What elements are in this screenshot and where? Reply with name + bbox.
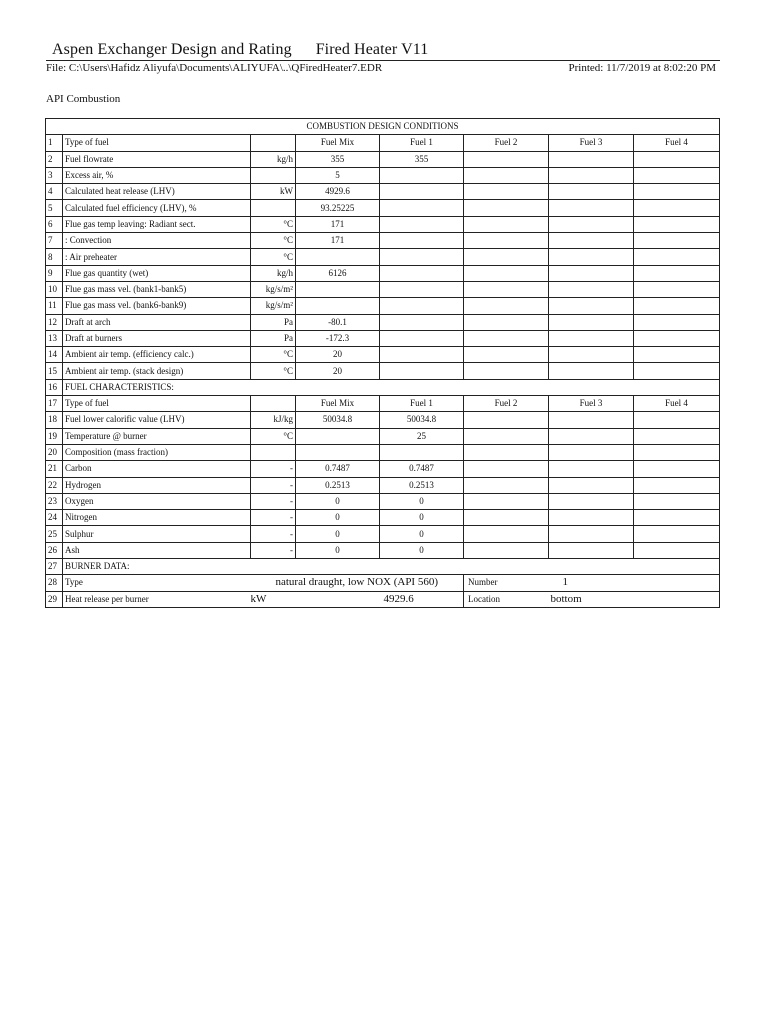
row-unit: Pa <box>251 330 296 346</box>
header-rule <box>46 60 720 61</box>
cell-f4 <box>634 265 720 281</box>
cell-f3 <box>549 444 634 460</box>
row-label: Flue gas quantity (wet) <box>63 265 251 281</box>
cell-f1: 0.2513 <box>380 477 464 493</box>
cell-f1: Fuel 1 <box>380 396 464 412</box>
row-number: 6 <box>46 216 63 232</box>
cell-f4 <box>634 461 720 477</box>
row-unit: - <box>251 542 296 558</box>
cell-f4 <box>634 200 720 216</box>
cell-mix: Fuel Mix <box>296 396 380 412</box>
cell-f3 <box>549 298 634 314</box>
cell-mix <box>296 298 380 314</box>
cell-mix <box>296 444 380 460</box>
burner-type-row <box>46 575 720 591</box>
cell-f1 <box>380 200 464 216</box>
cell-f4 <box>634 281 720 297</box>
section-row <box>46 559 720 575</box>
row-label: Ambient air temp. (efficiency calc.) <box>63 347 251 363</box>
cell-f3 <box>549 265 634 281</box>
row-unit: kg/h <box>251 265 296 281</box>
row-number: 22 <box>46 477 63 493</box>
cell-f2 <box>464 249 549 265</box>
row-number: 3 <box>46 167 63 183</box>
row-label: Flue gas temp leaving: Radiant sect. <box>63 216 251 232</box>
cell-f4 <box>634 477 720 493</box>
table-row <box>46 477 720 493</box>
row-label: Composition (mass fraction) <box>63 444 251 460</box>
row-label: Sulphur <box>63 526 251 542</box>
cell-mix: 4929.6 <box>296 184 380 200</box>
table-row <box>46 151 720 167</box>
row-number: 5 <box>46 200 63 216</box>
row-unit: kJ/kg <box>251 412 296 428</box>
table-row <box>46 428 720 444</box>
row-label: Calculated heat release (LHV) <box>63 184 251 200</box>
row-label: Flue gas mass vel. (bank6-bank9) <box>63 298 251 314</box>
row-label: Nitrogen <box>63 510 251 526</box>
table-row <box>46 461 720 477</box>
cell-f2 <box>464 526 549 542</box>
cell-f3 <box>549 216 634 232</box>
table-row <box>46 510 720 526</box>
combustion-table <box>45 118 720 608</box>
cell-f4 <box>634 167 720 183</box>
table-row <box>46 444 720 460</box>
cell-mix: 0 <box>296 526 380 542</box>
cell-f1 <box>380 184 464 200</box>
table-row <box>46 249 720 265</box>
row-label: Excess air, % <box>63 167 251 183</box>
table-row <box>46 135 720 151</box>
burner-type-label: Type <box>63 575 251 591</box>
table-row <box>46 526 720 542</box>
row-number: 25 <box>46 526 63 542</box>
cell-f3 <box>549 428 634 444</box>
cell-mix: 355 <box>296 151 380 167</box>
row-number: 4 <box>46 184 63 200</box>
report-title <box>52 41 428 59</box>
cell-f2 <box>464 200 549 216</box>
cell-f2 <box>464 510 549 526</box>
cell-f1 <box>380 249 464 265</box>
cell-f1 <box>380 330 464 346</box>
cell-f2 <box>464 412 549 428</box>
cell-f3 <box>549 477 634 493</box>
cell-f3 <box>549 249 634 265</box>
cell-f2 <box>464 184 549 200</box>
row-number: 27 <box>46 559 63 575</box>
cell-f3: Fuel 3 <box>549 396 634 412</box>
row-unit: kg/s/m² <box>251 298 296 314</box>
cell-f3 <box>549 510 634 526</box>
cell-f1 <box>380 314 464 330</box>
burner-heat-value: 4929.6 <box>380 591 464 607</box>
cell-f1 <box>380 444 464 460</box>
cell-mix: 171 <box>296 216 380 232</box>
cell-f3 <box>549 330 634 346</box>
cell-f1: 25 <box>380 428 464 444</box>
row-unit <box>251 444 296 460</box>
cell-f4 <box>634 151 720 167</box>
row-label: Hydrogen <box>63 477 251 493</box>
cell-f1: 0 <box>380 510 464 526</box>
cell-mix <box>296 428 380 444</box>
row-unit: °C <box>251 428 296 444</box>
table-row <box>46 233 720 249</box>
table-row <box>46 265 720 281</box>
cell-mix: 0 <box>296 542 380 558</box>
cell-f2 <box>464 265 549 281</box>
row-unit: °C <box>251 233 296 249</box>
cell-f2 <box>464 233 549 249</box>
cell-f3 <box>549 233 634 249</box>
row-unit: - <box>251 461 296 477</box>
cell-f3 <box>549 167 634 183</box>
row-number: 20 <box>46 444 63 460</box>
cell-f2 <box>464 347 549 363</box>
row-label: Ambient air temp. (stack design) <box>63 363 251 379</box>
table-row <box>46 167 720 183</box>
cell-f4 <box>634 542 720 558</box>
row-number: 13 <box>46 330 63 346</box>
row-label: Flue gas mass vel. (bank1-bank5) <box>63 281 251 297</box>
cell-f2 <box>464 542 549 558</box>
cell-f3 <box>549 461 634 477</box>
cell-f4 <box>634 526 720 542</box>
row-number: 11 <box>46 298 63 314</box>
row-unit: °C <box>251 249 296 265</box>
cell-mix: Fuel Mix <box>296 135 380 151</box>
section-label: FUEL CHARACTERISTICS: <box>63 379 720 395</box>
cell-f1 <box>380 265 464 281</box>
file-path: File: C:\Users\Hafidz Aliyufa\Documents\ALIYUFA\..\QFiredHeater7.EDR <box>46 62 383 74</box>
cell-f2: Fuel 2 <box>464 396 549 412</box>
table-row <box>46 281 720 297</box>
cell-f3 <box>549 281 634 297</box>
cell-f2 <box>464 314 549 330</box>
cell-mix <box>296 281 380 297</box>
row-label: Fuel flowrate <box>63 151 251 167</box>
table-caption: COMBUSTION DESIGN CONDITIONS <box>46 119 720 135</box>
row-unit: - <box>251 526 296 542</box>
section-label: BURNER DATA: <box>63 559 720 575</box>
row-unit: °C <box>251 216 296 232</box>
cell-f1 <box>380 216 464 232</box>
cell-f1: Fuel 1 <box>380 135 464 151</box>
table-row <box>46 412 720 428</box>
cell-f1 <box>380 347 464 363</box>
row-unit: - <box>251 510 296 526</box>
cell-mix: 50034.8 <box>296 412 380 428</box>
cell-f1: 0.7487 <box>380 461 464 477</box>
cell-f1: 0 <box>380 526 464 542</box>
cell-f2 <box>464 461 549 477</box>
cell-mix: -80.1 <box>296 314 380 330</box>
row-label: : Air preheater <box>63 249 251 265</box>
cell-mix: 6126 <box>296 265 380 281</box>
row-number: 17 <box>46 396 63 412</box>
cell-f1: 0 <box>380 493 464 509</box>
cell-f3 <box>549 347 634 363</box>
row-unit: °C <box>251 363 296 379</box>
cell-f1: 355 <box>380 151 464 167</box>
cell-f3 <box>549 412 634 428</box>
row-label: Oxygen <box>63 493 251 509</box>
cell-f2 <box>464 151 549 167</box>
cell-f1: 50034.8 <box>380 412 464 428</box>
app-title: Aspen Exchanger Design and Rating <box>52 41 292 58</box>
cell-mix: 0 <box>296 493 380 509</box>
row-number: 16 <box>46 379 63 395</box>
cell-mix: 0 <box>296 510 380 526</box>
row-number: 18 <box>46 412 63 428</box>
table-row <box>46 298 720 314</box>
table-row <box>46 330 720 346</box>
row-number: 12 <box>46 314 63 330</box>
table-row <box>46 347 720 363</box>
cell-f4 <box>634 314 720 330</box>
row-label: Temperature @ burner <box>63 428 251 444</box>
cell-mix: 171 <box>296 233 380 249</box>
row-unit <box>251 200 296 216</box>
row-label: Calculated fuel efficiency (LHV), % <box>63 200 251 216</box>
cell-f4 <box>634 428 720 444</box>
cell-f1 <box>380 281 464 297</box>
cell-f3 <box>549 151 634 167</box>
cell-mix: 0.2513 <box>296 477 380 493</box>
burner-location-label: Location <box>464 591 549 607</box>
row-unit: Pa <box>251 314 296 330</box>
caption-row <box>46 119 720 135</box>
row-number: 14 <box>46 347 63 363</box>
cell-f2 <box>464 493 549 509</box>
burner-heat-unit: kW <box>251 591 380 607</box>
row-label: Draft at burners <box>63 330 251 346</box>
cell-f3 <box>549 314 634 330</box>
cell-f2 <box>464 167 549 183</box>
table-row <box>46 200 720 216</box>
cell-mix: 5 <box>296 167 380 183</box>
section-row <box>46 379 720 395</box>
cell-f1: 0 <box>380 542 464 558</box>
row-number: 28 <box>46 575 63 591</box>
section-title: API Combustion <box>46 93 121 105</box>
cell-f2 <box>464 477 549 493</box>
row-label: Carbon <box>63 461 251 477</box>
cell-f1 <box>380 167 464 183</box>
cell-f3 <box>549 200 634 216</box>
row-number: 26 <box>46 542 63 558</box>
row-unit <box>251 167 296 183</box>
cell-f4 <box>634 330 720 346</box>
cell-f4 <box>634 493 720 509</box>
cell-f3 <box>549 493 634 509</box>
cell-f4 <box>634 249 720 265</box>
burner-type-value: natural draught, low NOX (API 560) <box>251 575 464 591</box>
cell-mix: 20 <box>296 363 380 379</box>
row-number: 23 <box>46 493 63 509</box>
cell-f4 <box>634 412 720 428</box>
row-number: 19 <box>46 428 63 444</box>
cell-f2: Fuel 2 <box>464 135 549 151</box>
cell-f2 <box>464 216 549 232</box>
row-number: 1 <box>46 135 63 151</box>
burner-heat-row <box>46 591 720 607</box>
product-name: Fired Heater V11 <box>315 41 429 58</box>
cell-f2 <box>464 281 549 297</box>
cell-f4 <box>634 233 720 249</box>
burner-number-value: 1 <box>549 575 720 591</box>
row-number: 8 <box>46 249 63 265</box>
cell-f3 <box>549 526 634 542</box>
cell-f3 <box>549 363 634 379</box>
row-unit: °C <box>251 347 296 363</box>
cell-f4 <box>634 216 720 232</box>
table-row <box>46 363 720 379</box>
cell-f2 <box>464 298 549 314</box>
row-label: Fuel lower calorific value (LHV) <box>63 412 251 428</box>
cell-f3: Fuel 3 <box>549 135 634 151</box>
row-label: Draft at arch <box>63 314 251 330</box>
cell-f3 <box>549 542 634 558</box>
cell-f4: Fuel 4 <box>634 135 720 151</box>
row-number: 29 <box>46 591 63 607</box>
cell-f1 <box>380 233 464 249</box>
burner-number-label: Number <box>464 575 549 591</box>
table-row <box>46 493 720 509</box>
row-number: 21 <box>46 461 63 477</box>
table-row <box>46 542 720 558</box>
row-unit <box>251 396 296 412</box>
cell-f3 <box>549 184 634 200</box>
cell-f4 <box>634 184 720 200</box>
row-number: 10 <box>46 281 63 297</box>
burner-heat-label: Heat release per burner <box>63 591 251 607</box>
table-row <box>46 396 720 412</box>
table-row <box>46 314 720 330</box>
row-number: 9 <box>46 265 63 281</box>
cell-mix: 93.25225 <box>296 200 380 216</box>
cell-f2 <box>464 330 549 346</box>
table-row <box>46 184 720 200</box>
row-unit: kg/s/m² <box>251 281 296 297</box>
row-number: 7 <box>46 233 63 249</box>
row-label: : Convection <box>63 233 251 249</box>
cell-mix: 0.7487 <box>296 461 380 477</box>
cell-f4 <box>634 510 720 526</box>
row-number: 15 <box>46 363 63 379</box>
cell-f1 <box>380 298 464 314</box>
cell-f4 <box>634 363 720 379</box>
row-number: 24 <box>46 510 63 526</box>
cell-mix: -172.3 <box>296 330 380 346</box>
table-row <box>46 216 720 232</box>
row-label: Ash <box>63 542 251 558</box>
cell-f2 <box>464 428 549 444</box>
cell-f4 <box>634 298 720 314</box>
cell-f2 <box>464 444 549 460</box>
row-unit <box>251 135 296 151</box>
printed-timestamp: Printed: 11/7/2019 at 8:02:20 PM <box>568 62 716 74</box>
cell-mix: 20 <box>296 347 380 363</box>
row-label: Type of fuel <box>63 396 251 412</box>
cell-f1 <box>380 363 464 379</box>
row-unit: kg/h <box>251 151 296 167</box>
row-unit: kW <box>251 184 296 200</box>
row-unit: - <box>251 493 296 509</box>
cell-f4 <box>634 347 720 363</box>
cell-f4: Fuel 4 <box>634 396 720 412</box>
cell-f2 <box>464 363 549 379</box>
row-label: Type of fuel <box>63 135 251 151</box>
row-unit: - <box>251 477 296 493</box>
row-number: 2 <box>46 151 63 167</box>
cell-f4 <box>634 444 720 460</box>
cell-mix <box>296 249 380 265</box>
burner-location-value: bottom <box>549 591 720 607</box>
